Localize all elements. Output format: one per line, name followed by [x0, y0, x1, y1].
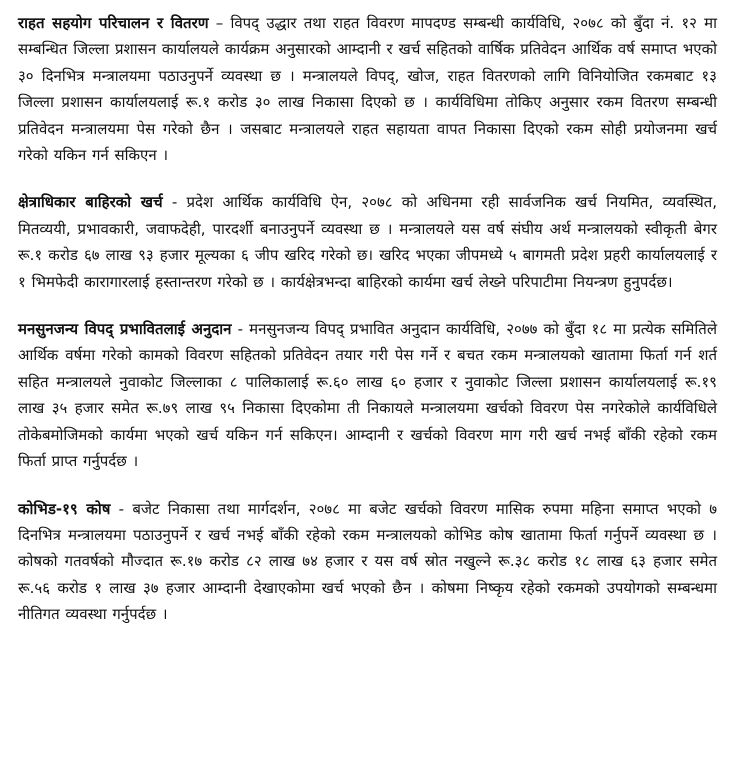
body-relief-distribution: विपद् उद्धार तथा राहत विवरण मापदण्ड सम्बन्धी कार्यविधि, २०७८ को बुँदा नं. १२ मा सम्बन्धित जिल्ला प्रशासन कार्यालयले कार्यक्रम अनुसारको आम्दानी र खर्च सहितको वार्षिक प्रतिवेदन आर्थिक वर्ष समाप्त भएको ३० दिनभित्र मन्त्रालयमा पठाउनुपर्ने व्यवस्था छ । मन्त्रालयले विपद्, खोज, राहत वितरणको लागि विनियोजित रकमबाट १३ जिल्ला प्रशासन कार्यालयलाई रू.१ करोड ३० लाख निकासा दिएको छ । कार्यविधिमा तोकिए अनुसार रकम वितरण सम्बन्धी प्रतिवेदन मन्त्रालयमा पेस गरेको छैन । जसबाट मन्त्रालयले राहत सहायता वापत निकासा दिएको रकम सोही प्रयोजनमा खर्च गरेको यकिन गर्न सकिएन । [18, 14, 717, 165]
separator: - [162, 193, 187, 212]
paragraph-relief-distribution [18, 10, 717, 168]
body-monsoon-disaster-grant: मनसुनजन्य विपद् प्रभावित अनुदान कार्यविधि, २०७७ को बुँदा १८ मा प्रत्येक समितिले आर्थिक वर्षमा गरेको कामको विवरण सहितको प्रतिवेदन तयार गरी पेस गर्ने र बचत रकम मन्त्रालयको खातामा फिर्ता गर्न शर्त सहित मन्त्रालयले नुवाकोट जिल्लाका ८ पालिकालाई रू.६० लाख ६० हजार र नुवाकोट जिल्ला प्रशासन कार्यालयलाई रू.१९ लाख ३५ हजार समेत रू.७९ लाख ९५ निकासा दिएकोमा ती निकायले मन्त्रालयमा खर्चको विवरण पेस नगरेकोले कार्यविधिले तोकेबमोजिमको कार्यमा भएको खर्च यकिन गर्न सकिएन। आम्दानी र खर्चको विवरण माग गरी खर्च नभई बाँकी रहेको रकम फिर्ता प्राप्त गर्नुपर्दछ । [18, 320, 718, 471]
heading-covid-fund: कोभिड-१९ कोष [18, 499, 111, 518]
separator: – [208, 14, 231, 32]
separator: - [231, 320, 250, 339]
heading-out-of-jurisdiction-expense: क्षेत्राधिकार बाहिरको खर्च [18, 193, 163, 212]
paragraph-covid-fund [18, 496, 717, 628]
heading-relief-distribution: राहत सहयोग परिचालन र वितरण [18, 14, 209, 32]
paragraph-out-of-jurisdiction-expense [18, 189, 717, 295]
body-out-of-jurisdiction-expense: प्रदेश आर्थिक कार्यविधि ऐन, २०७८ को अधिनमा रही सार्वजनिक खर्च नियमित, व्यवस्थित, मितव्ययी, प्रभावकारी, जवाफदेही, पारदर्शी बनाउनुपर्ने व्यवस्था छ । मन्त्रालयले यस वर्ष संघीय अर्थ मन्त्रालयको स्वीकृती बेगर रू.१ करोड ६७ लाख ९३ हजार मूल्यका ६ जीप खरिद गरेको छ। खरिद भएका जीपमध्ये ५ बागमती प्रदेश प्रहरी कार्यालयलाई र १ भिमफेदी कारागारलाई हस्तान्तरण गरेको छ । कार्यक्षेत्रभन्दा बाहिरको कार्यमा खर्च लेख्ने परिपाटीमा नियन्त्रण हुनुपर्दछ। [18, 193, 717, 291]
heading-monsoon-disaster-grant: मनसुनजन्य विपद् प्रभावितलाई अनुदान [18, 320, 232, 339]
paragraph-monsoon-disaster-grant [18, 316, 717, 474]
separator: - [110, 499, 133, 518]
body-covid-fund: बजेट निकासा तथा मार्गदर्शन, २०७८ मा बजेट खर्चको विवरण मासिक रुपमा महिना समाप्त भएको ७ दिनभित्र मन्त्रालयमा पठाउनुपर्ने र खर्च नभई बाँकी रहेको रकम मन्त्रालयको कोभिड कोष खातामा फिर्ता गर्नुपर्ने व्यवस्था छ । कोषको गतवर्षको मौज्दात रू.१७ करोड ८२ लाख ७४ हजार र यस वर्ष स्रोत नखुल्ने रू.३८ करोड १८ लाख ६३ हजार समेत रू.५६ करोड १ लाख ३७ हजार आम्दानी देखाएकोमा खर्च भएको छैन । कोषमा निष्कृय रहेको रकमको उपयोगको सम्बन्धमा नीतिगत व्यवस्था गर्नुपर्दछ । [18, 499, 718, 624]
